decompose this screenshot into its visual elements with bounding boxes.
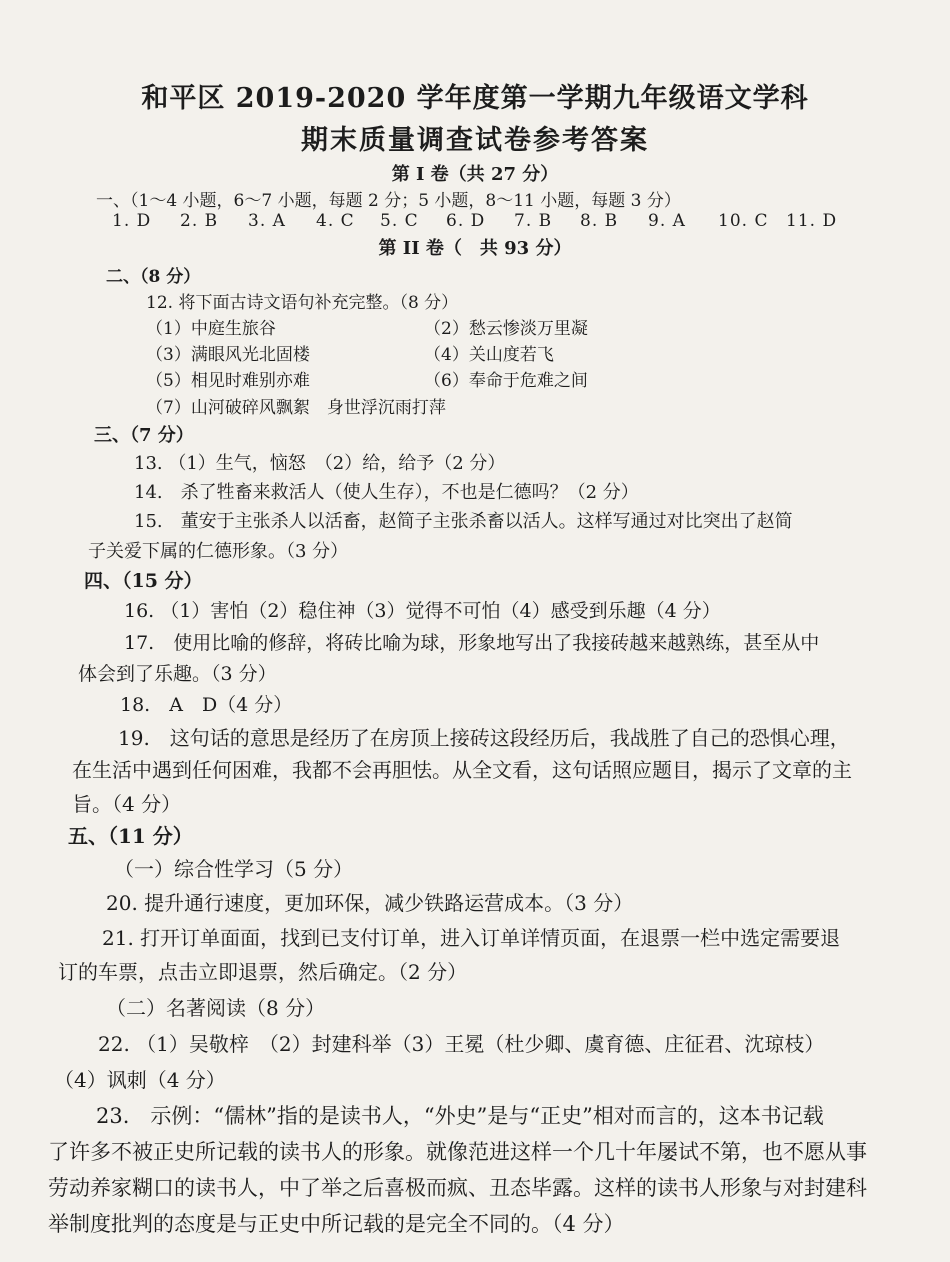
- question-16: 16. （1）害怕（2）稳住神（3）觉得不可怕（4）感受到乐趣（4 分）: [124, 600, 721, 622]
- mc-answer-8: 8. B: [580, 211, 619, 231]
- section5-sub1: （一）综合性学习（5 分）: [114, 857, 354, 881]
- part2-header: 第 II 卷（ 共 93 分）: [378, 238, 572, 259]
- q12-item-2: （2）愁云惨淡万里凝: [424, 319, 588, 339]
- section5-sub2: （二）名著阅读（8 分）: [106, 996, 326, 1020]
- mc-answer-10: 10. C: [718, 211, 769, 231]
- question-21-line-2: 订的车票，点击立即退票，然后确定。（2 分）: [58, 960, 468, 984]
- mc-answer-5: 5. C: [380, 211, 419, 231]
- part1-header: 第 I 卷（共 27 分）: [391, 164, 559, 185]
- question-23-line-2: 了许多不被正史所记载的读书人的形象。就像范进这样一个几十年屡试不第，也不愿从事: [48, 1140, 867, 1164]
- question-17-line-1: 17. 使用比喻的修辞，将砖比喻为球，形象地写出了我接砖越来越熟练，甚至从中: [124, 632, 820, 654]
- mc-answer-1: 1. D: [112, 211, 152, 231]
- mc-answer-7: 7. B: [514, 211, 553, 231]
- question-14: 14. 杀了牲畜来救活人（使人生存），不也是仁德吗？（2 分）: [134, 482, 639, 503]
- question-22-line-1: 22. （1）吴敬梓 （2）封建科举（3）王冕（杜少卿、虞育德、庄征君、沈琼枝）: [98, 1032, 825, 1056]
- question-23-line-3: 劳动养家糊口的读书人，中了举之后喜极而疯、丑态毕露。这样的读书人形象与对封建科: [48, 1176, 867, 1200]
- question-23-line-4: 举制度批判的态度是与正史中所记载的是完全不同的。（4 分）: [48, 1212, 625, 1236]
- section3-header: 三、（7 分）: [94, 425, 194, 446]
- mc-answer-11: 11. D: [786, 211, 838, 231]
- q12-item-5: （5）相见时难别亦难: [146, 371, 310, 391]
- question-12: 12. 将下面古诗文语句补充完整。（8 分）: [146, 293, 459, 313]
- title-line-1: 和平区 2019-2020 学年度第一学期九年级语文学科: [141, 83, 809, 114]
- mc-answer-3: 3. A: [248, 211, 286, 231]
- section5-header: 五、（11 分）: [68, 824, 193, 848]
- q12-item-3: （3）满眼风光北固楼: [146, 345, 310, 365]
- mc-answer-2: 2. B: [180, 211, 219, 231]
- q12-item-6: （6）奉命于危难之间: [424, 371, 588, 391]
- question-23-line-1: 23. 示例：“儒林”指的是读书人，“外史”是与“正史”相对而言的，这本书记载: [96, 1104, 824, 1128]
- section2-header: 二、（8 分）: [106, 267, 201, 287]
- question-19-line-3: 旨。（4 分）: [72, 792, 182, 816]
- question-21-line-1: 21. 打开订单面面，找到已支付订单，进入订单详情页面，在退票一栏中选定需要退: [102, 926, 841, 950]
- q12-item-4: （4）关山度若飞: [424, 345, 554, 365]
- title-line-2: 期末质量调查试卷参考答案: [301, 125, 649, 156]
- mc-answer-4: 4. C: [316, 211, 355, 231]
- q12-item-1: （1）中庭生旅谷: [146, 319, 276, 339]
- section1-instruction: 一、（1～4 小题，6～7 小题，每题 2 分；5 小题，8～11 小题，每题 3 分）: [96, 191, 681, 211]
- question-17-line-2: 体会到了乐趣。（3 分）: [78, 663, 277, 685]
- q12-item-7: （7）山河破碎风飘絮 身世浮沉雨打萍: [146, 398, 446, 418]
- question-13: 13. （1）生气，恼怒 （2）给，给予（2 分）: [134, 453, 506, 474]
- mc-answer-6: 6. D: [446, 211, 486, 231]
- question-22-line-2: （4）讽刺（4 分）: [54, 1068, 226, 1092]
- question-18: 18. A D（4 分）: [120, 694, 293, 716]
- question-19-line-1: 19. 这句话的意思是经历了在房顶上接砖这段经历后，我战胜了自己的恐惧心理，: [118, 726, 850, 750]
- question-20: 20. 提升通行速度，更加环保，减少铁路运营成本。（3 分）: [106, 891, 634, 915]
- section4-header: 四、（15 分）: [84, 570, 203, 592]
- question-15-line-1: 15. 董安于主张杀人以活畜，赵简子主张杀畜以活人。这样写通过对比突出了赵简: [134, 511, 793, 532]
- question-19-line-2: 在生活中遇到任何困难，我都不会再胆怯。从全文看，这句话照应题目，揭示了文章的主: [72, 758, 852, 782]
- question-15-line-2: 子关爱下属的仁德形象。（3 分）: [88, 541, 349, 562]
- mc-answer-9: 9. A: [648, 211, 686, 231]
